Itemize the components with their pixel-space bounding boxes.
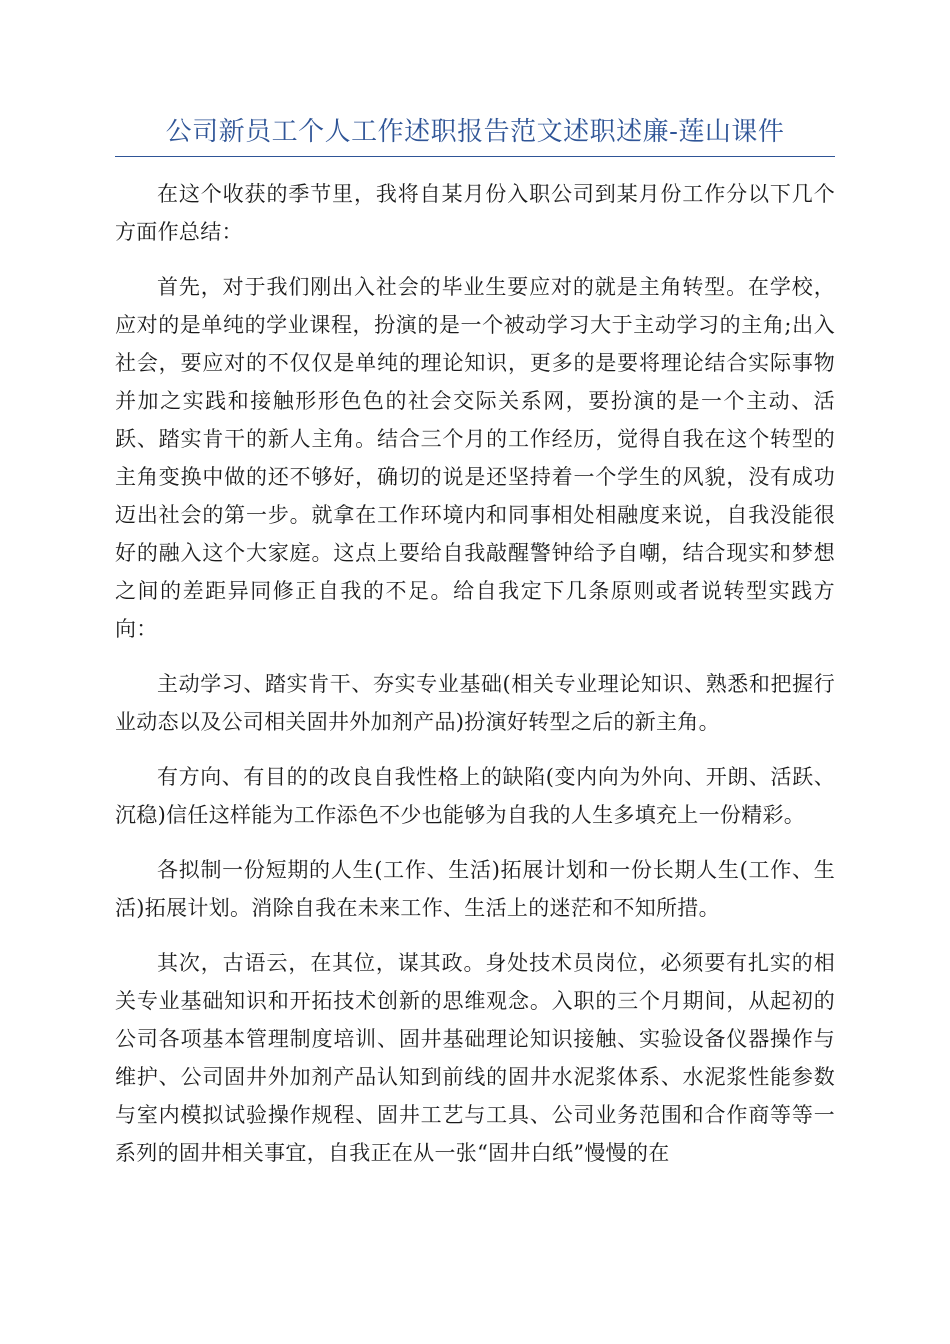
paragraph-intro: 在这个收获的季节里，我将自某月份入职公司到某月份工作分以下几个方面作总结： xyxy=(115,182,835,244)
paragraph-role-transition: 首先，对于我们刚出入社会的毕业生要应对的就是主角转型。在学校，应对的是单纯的学业课程，扮演的是一个被动学习大于主动学习的主角;出入社会，要应对的不仅仅是单纯的理论知识，更多的是要将理论结合实际事物并加之实践和接触形形色色的社会交际关系网，要扮演的是一个主动、活跃、踏实肯干的新人主角。结合三个月的工作经历，觉得自我在这个转型的主角变换中做的还不够好，确切的说是还坚持着一个学生的风貌，没有成功迈出社会的第一步。就拿在工作环境内和同事相处相融度来说，自我没能很好的融入这个大家庭。这点上要给自我敲醒警钟给予自嘲，结合现实和梦想之间的差距异同修正自我的不足。给自我定下几条原则或者说转型实践方向： xyxy=(115,275,835,641)
title-block xyxy=(115,112,835,157)
paragraph-principle-plans: 各拟制一份短期的人生(工作、生活)拓展计划和一份长期人生(工作、生活)拓展计划。消除自我在未来工作、生活上的迷茫和不知所措。 xyxy=(115,858,835,920)
page-title: 公司新员工个人工作述职报告范文述职述廉-莲山课件 xyxy=(165,117,785,147)
document-body xyxy=(115,175,835,1189)
paragraph-technical-role: 其次，古语云，在其位，谋其政。身处技术员岗位，必须要有扎实的相关专业基础知识和开拓技术创新的思维观念。入职的三个月期间，从起初的公司各项基本管理制度培训、固井基础理论知识接触、实验设备仪器操作与维护、公司固井外加剂产品认知到前线的固井水泥浆体系、水泥浆性能参数与室内模拟试验操作规程、固井工艺与工具、公司业务范围和合作商等等一系列的固井相关事宜，自我正在从一张“固井白纸”慢慢的在 xyxy=(115,951,835,1165)
paragraph-principle-personality: 有方向、有目的的改良自我性格上的缺陷(变内向为外向、开朗、活跃、沉稳)信任这样能为工作添色不少也能够为自我的人生多填充上一份精彩。 xyxy=(115,765,835,827)
paragraph-principle-learning: 主动学习、踏实肯干、夯实专业基础(相关专业理论知识、熟悉和把握行业动态以及公司相关固井外加剂产品)扮演好转型之后的新主角。 xyxy=(115,672,835,734)
